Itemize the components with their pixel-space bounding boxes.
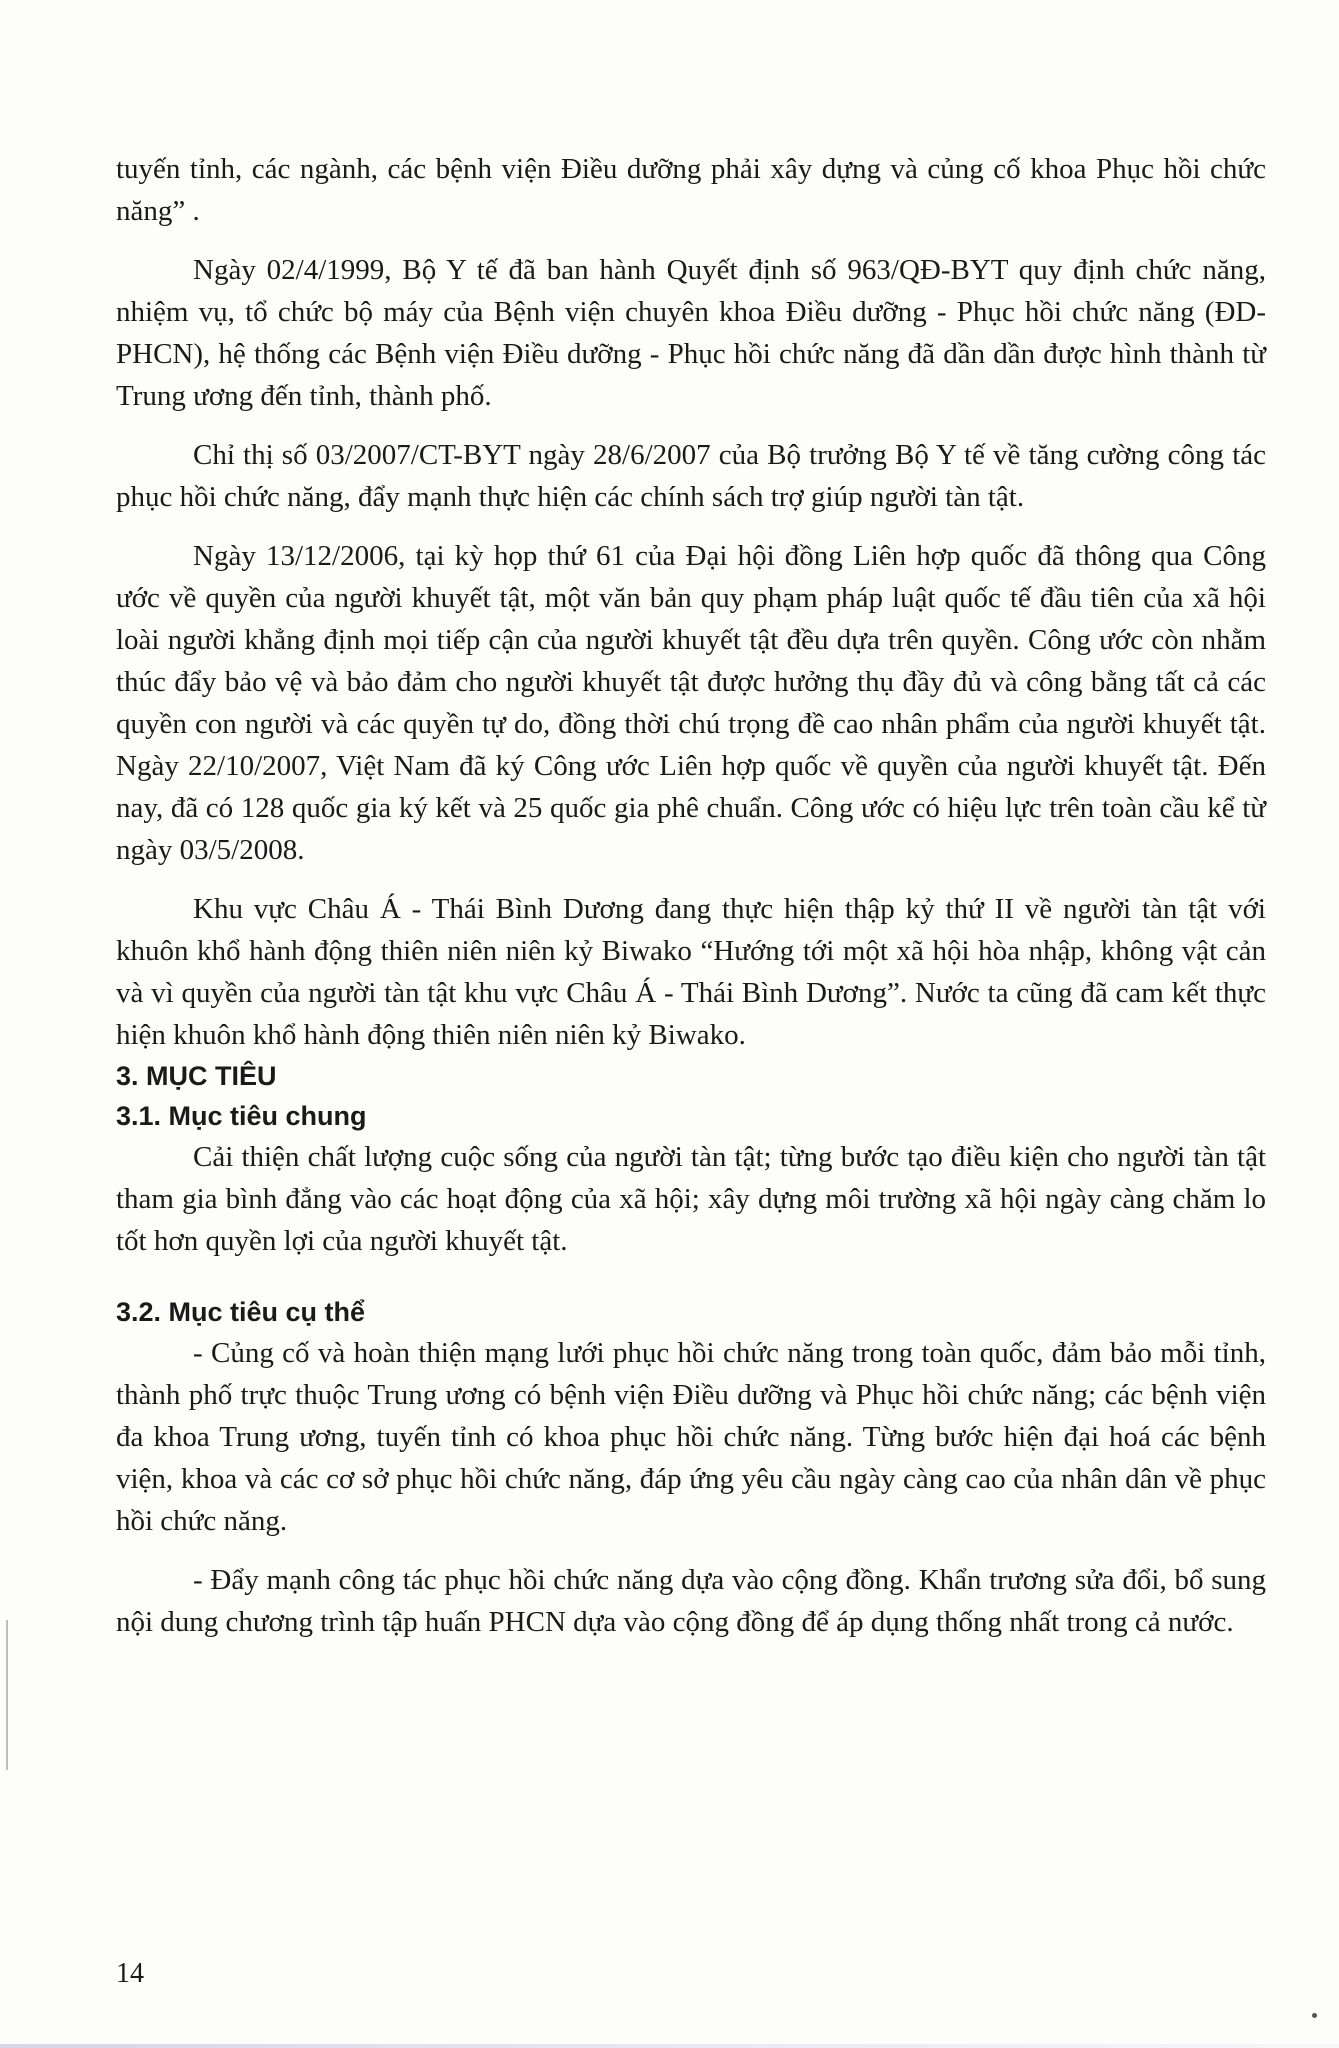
paragraph-directive-03: Chỉ thị số 03/2007/CT-BYT ngày 28/6/2007 của Bộ trưởng Bộ Y tế về tăng cường công tác phục hồi chức năng, đẩy mạnh thực hiện các chính sách trợ giúp người tàn tật. bbox=[116, 439, 1266, 513]
subsection-heading-general: 3.1. Mục tiêu chung bbox=[116, 1101, 367, 1131]
paragraph-decision-963: Ngày 02/4/1999, Bộ Y tế đã ban hành Quyết định số 963/QĐ-BYT quy định chức năng, nhiệm vụ, tổ chức bộ máy của Bệnh viện chuyên khoa Điều dưỡng - Phục hồi chức năng (ĐD-PHCN), hệ thống các Bệnh viện Điều dưỡng - Phục hồi chức năng đã dần dần được hình thành từ Trung ương đến tỉnh, thành phố. bbox=[116, 254, 1266, 412]
paragraph-un-convention: Ngày 13/12/2006, tại kỳ họp thứ 61 của Đại hội đồng Liên hợp quốc đã thông qua Công ước về quyền của người khuyết tật, một văn bản quy phạm pháp luật quốc tế đầu tiên của xã hội loài người khẳng định mọi tiếp cận của người khuyết tật đều dựa trên quyền. Công ước còn nhằm thúc đẩy bảo vệ và bảo đảm cho người khuyết tật được hưởng thụ đầy đủ và công bằng tất cả các quyền con người và các quyền tự do, đồng thời chú trọng đề cao nhân phẩm của người khuyết tật. Ngày 22/10/2007, Việt Nam đã ký Công ước Liên hợp quốc về quyền của người khuyết tật. Đến nay, đã có 128 quốc gia ký kết và 25 quốc gia phê chuẩn. Công ước có hiệu lực trên toàn cầu kể từ ngày 03/5/2008. bbox=[116, 540, 1266, 866]
paragraph-biwako: Khu vực Châu Á - Thái Bình Dương đang thực hiện thập kỷ thứ II về người tàn tật với khuôn khổ hành động thiên niên niên kỷ Biwako “Hướng tới một xã hội hòa nhập, không vật cản và vì quyền của người tàn tật khu vực Châu Á - Thái Bình Dương”. Nước ta cũng đã cam kết thực hiện khuôn khổ hành động thiên niên niên kỷ Biwako. bbox=[116, 893, 1266, 1051]
page-content bbox=[116, 148, 1266, 1643]
list-item-specific-objective: - Củng cố và hoàn thiện mạng lưới phục hồi chức năng trong toàn quốc, đảm bảo mỗi tỉnh, thành phố trực thuộc Trung ương có bệnh viện Điều dưỡng và Phục hồi chức năng; các bệnh viện đa khoa Trung ương, tuyến tỉnh có khoa phục hồi chức năng. Từng bước hiện đại hoá các bệnh viện, khoa và các cơ sở phục hồi chức năng, đáp ứng yêu cầu ngày càng cao của nhân dân về phục hồi chức năng. bbox=[116, 1337, 1266, 1537]
paragraph-general-objective: Cải thiện chất lượng cuộc sống của người tàn tật; từng bước tạo điều kiện cho người tàn tật tham gia bình đẳng vào các hoạt động của xã hội; xây dựng môi trường xã hội ngày càng chăm lo tốt hơn quyền lợi của người khuyết tật. bbox=[116, 1141, 1266, 1257]
page-number: 14 bbox=[116, 1958, 144, 1989]
scan-bottom-edge bbox=[0, 2044, 1339, 2048]
list-item-specific-objective: - Đẩy mạnh công tác phục hồi chức năng dựa vào cộng đồng. Khẩn trương sửa đổi, bổ sung nội dung chương trình tập huấn PHCN dựa vào cộng đồng để áp dụng thống nhất trong cả nước. bbox=[116, 1564, 1266, 1638]
scan-dot-mark bbox=[1312, 2013, 1317, 2018]
paragraph-continuation: tuyến tỉnh, các ngành, các bệnh viện Điều dưỡng phải xây dựng và củng cố khoa Phục hồi chức năng” . bbox=[116, 153, 1266, 227]
scan-edge-mark bbox=[6, 1620, 8, 1770]
subsection-heading-specific: 3.2. Mục tiêu cụ thể bbox=[116, 1297, 366, 1327]
section-heading-objectives: 3. MỤC TIÊU bbox=[116, 1061, 277, 1091]
